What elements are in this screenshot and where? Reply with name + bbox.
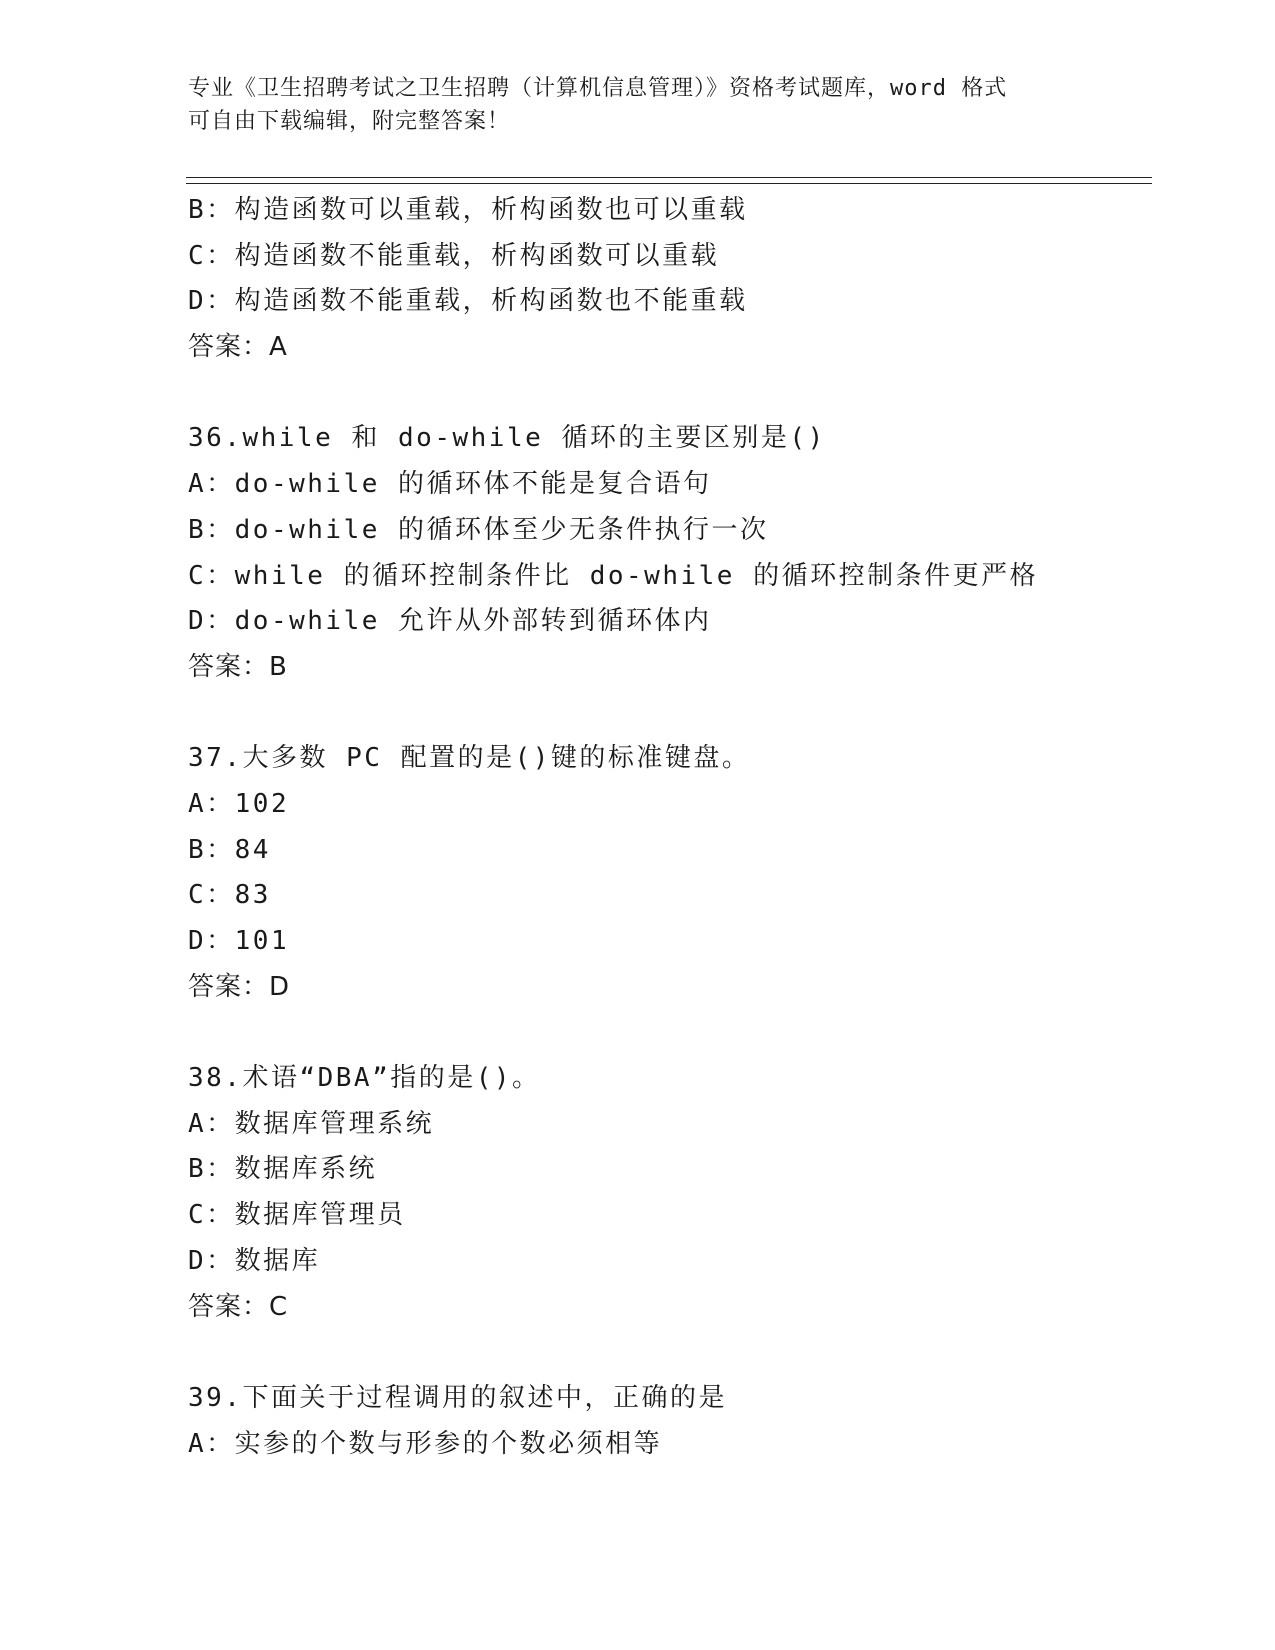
q36-option-b: B：do-while 的循环体至少无条件执行一次 xyxy=(188,514,769,545)
q36-option-a: A：do-while 的循环体不能是复合语句 xyxy=(188,469,712,500)
header-divider-top xyxy=(186,177,1152,178)
q36-option-d: D：do-while 允许从外部转到循环体内 xyxy=(188,606,712,637)
q37-option-c: C：83 xyxy=(188,880,271,911)
spacer xyxy=(188,1010,1148,1056)
q37-option-a: A：102 xyxy=(188,788,290,819)
q38-option-b: B：数据库系统 xyxy=(188,1154,378,1185)
spacer xyxy=(188,691,1148,737)
q36-answer: 答案：B xyxy=(188,651,288,682)
q38-option-c: C：数据库管理员 xyxy=(188,1200,406,1231)
q35-option-c: C：构造函数不能重载，析构函数可以重载 xyxy=(188,240,720,271)
q37-option-b: B：84 xyxy=(188,834,271,865)
q36-option-c: C：while 的循环控制条件比 do-while 的循环控制条件更严格 xyxy=(188,560,1039,591)
q38-answer: 答案：C xyxy=(188,1291,289,1322)
q38-question: 38.术语“DBA”指的是()。 xyxy=(188,1063,541,1094)
spacer xyxy=(188,371,1148,417)
q35-answer: 答案：A xyxy=(188,332,288,363)
q35-option-b: B：构造函数可以重载，析构函数也可以重载 xyxy=(188,195,748,225)
q35-option-d: D：构造函数不能重载，析构函数也不能重载 xyxy=(188,286,748,317)
q38-option-d: D：数据库 xyxy=(188,1245,321,1276)
header-line-1: 专业《卫生招聘考试之卫生招聘（计算机信息管理）》资格考试题库，word 格式 xyxy=(188,76,1008,101)
q37-question: 37.大多数 PC 配置的是()键的标准键盘。 xyxy=(188,743,751,774)
q39-option-a: A：实参的个数与形参的个数必须相等 xyxy=(188,1428,663,1459)
q37-option-d: D：101 xyxy=(188,926,290,956)
q37-answer: 答案：D xyxy=(188,971,291,1002)
q38-option-a: A：数据库管理系统 xyxy=(188,1108,435,1139)
header-line-2: 可自由下载编辑，附完整答案！ xyxy=(188,109,511,134)
q36-question: 36.while 和 do-while 循环的主要区别是() xyxy=(188,423,826,454)
spacer xyxy=(188,1330,1148,1376)
header-divider-bottom xyxy=(186,183,1152,184)
q39-question: 39.下面关于过程调用的叙述中，正确的是 xyxy=(188,1382,727,1413)
question-list xyxy=(188,188,1148,1467)
document-header xyxy=(188,72,1088,138)
